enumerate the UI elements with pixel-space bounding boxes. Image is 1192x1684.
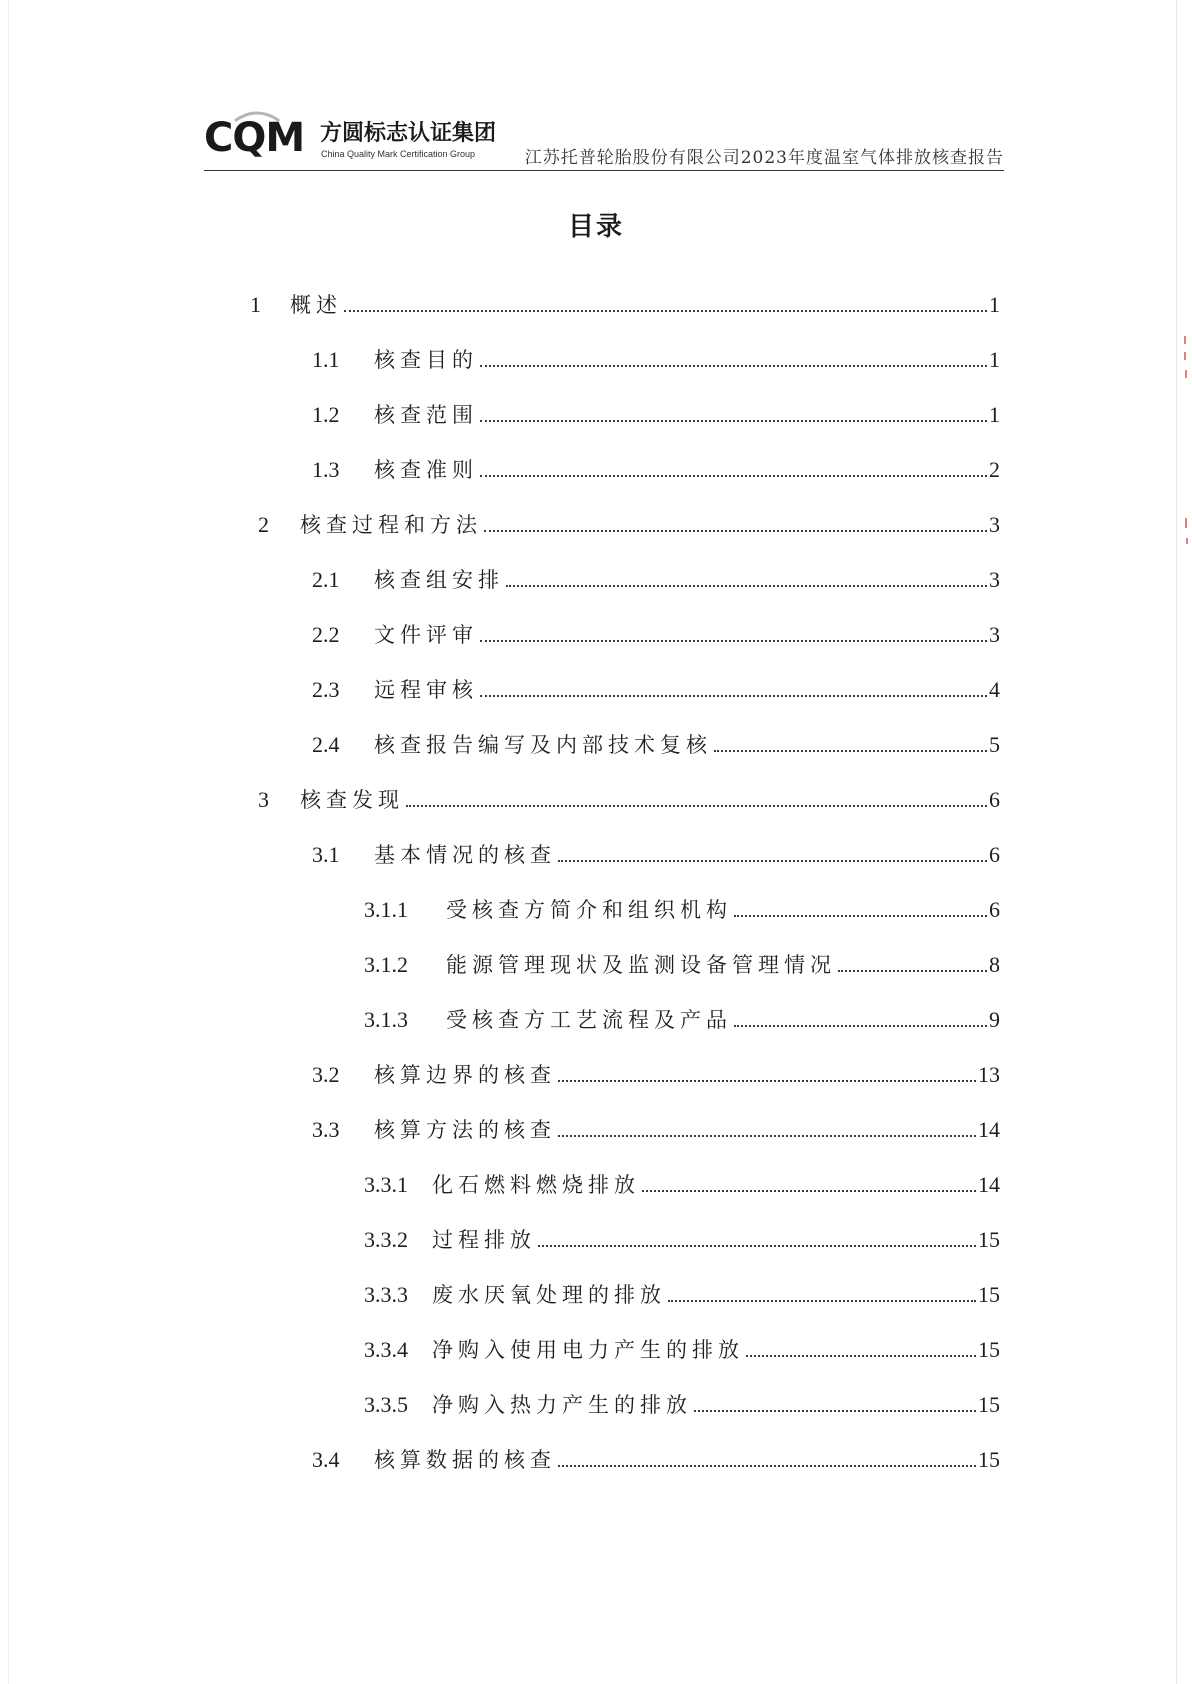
toc-entry[interactable] [312, 1107, 1000, 1141]
toc-entry-title: 废水厌氧处理的排放 [432, 1283, 666, 1307]
toc-entry-number: 1.2 [312, 402, 340, 427]
toc-entry[interactable] [312, 337, 1000, 371]
toc-entry[interactable] [364, 1217, 1000, 1251]
toc-entry[interactable] [364, 887, 1000, 921]
toc-entry-number: 1.3 [312, 457, 340, 482]
toc-entry-page: 4 [989, 677, 1000, 702]
toc-entry[interactable] [312, 612, 1000, 646]
toc-entry-title: 化石燃料燃烧排放 [432, 1173, 640, 1197]
toc-entry-number: 1.1 [312, 347, 340, 372]
toc-entry-title: 核查准则 [374, 458, 478, 482]
toc-entry-title: 受核查方简介和组织机构 [446, 898, 732, 922]
toc-entry[interactable] [258, 777, 1000, 811]
toc-entry-leader [558, 1135, 976, 1137]
toc-entry-leader [480, 640, 987, 642]
toc-entry-number: 2.4 [312, 732, 340, 757]
toc-entry[interactable] [258, 502, 1000, 536]
org-name-cn: 方圆标志认证集团 [320, 121, 497, 146]
toc-entry-page: 1 [989, 402, 1000, 427]
toc-entry-page: 3 [989, 512, 1000, 537]
toc-entry-leader [406, 805, 987, 807]
toc-entry-page: 9 [989, 1007, 1000, 1032]
toc-entry-leader [480, 365, 987, 367]
scan-artifact [1185, 518, 1187, 528]
toc-entry-page: 14 [978, 1117, 1000, 1142]
toc-entry-leader [344, 310, 987, 312]
scan-edge-right [1176, 0, 1177, 1684]
scan-edge-left [8, 0, 9, 1684]
toc-entry-title: 核查范围 [374, 403, 478, 427]
scan-artifact [1185, 370, 1187, 378]
toc-entry[interactable] [364, 1382, 1000, 1416]
toc-entry-leader [480, 695, 987, 697]
toc-entry-page: 3 [989, 622, 1000, 647]
toc-entry[interactable] [312, 832, 1000, 866]
scan-artifact [1186, 538, 1188, 544]
toc-entry-leader [538, 1245, 976, 1247]
toc-entry[interactable] [312, 1052, 1000, 1086]
toc-entry-number: 3.3.3 [364, 1282, 408, 1307]
toc-entry-title: 核查过程和方法 [300, 513, 482, 537]
toc-heading: 目录 [567, 212, 624, 242]
toc-entry-title: 净购入使用电力产生的排放 [432, 1338, 744, 1362]
toc-entry-page: 3 [989, 567, 1000, 592]
toc-entry[interactable] [312, 1437, 1000, 1471]
toc-entry[interactable] [364, 942, 1000, 976]
toc-entry[interactable] [312, 392, 1000, 426]
toc-entry-title: 文件评审 [374, 623, 478, 647]
toc-entry-leader [694, 1410, 976, 1412]
toc-entry-title: 核查报告编写及内部技术复核 [374, 733, 712, 757]
toc-entry[interactable] [312, 557, 1000, 591]
toc-entry-number: 3.3.5 [364, 1392, 408, 1417]
toc-entry-number: 3.3.2 [364, 1227, 408, 1252]
toc-entry-page: 6 [989, 787, 1000, 812]
toc-entry-title: 能源管理现状及监测设备管理情况 [446, 953, 836, 977]
toc-entry-number: 3.3 [312, 1117, 340, 1142]
toc-entry-leader [642, 1190, 976, 1192]
toc-entry-number: 3.3.1 [364, 1172, 408, 1197]
report-title: 江苏托普轮胎股份有限公司2023年度温室气体排放核查报告 [524, 148, 1004, 168]
toc-entry-leader [506, 585, 987, 587]
toc-entry[interactable] [312, 722, 1000, 756]
toc-entry-title: 核查组安排 [374, 568, 504, 592]
toc-entry-number: 2.2 [312, 622, 340, 647]
toc-entry-leader [734, 1025, 987, 1027]
toc-entry-page: 2 [989, 457, 1000, 482]
toc-entry-leader [480, 420, 987, 422]
toc-entry[interactable] [364, 1327, 1000, 1361]
toc-entry-title: 受核查方工艺流程及产品 [446, 1008, 732, 1032]
toc-entry-title: 核算数据的核查 [374, 1448, 556, 1472]
toc-entry-leader [714, 750, 987, 752]
scan-artifact [1184, 352, 1186, 360]
toc-entry-title: 核算边界的核查 [374, 1063, 556, 1087]
toc-entry-title: 核查目的 [374, 348, 478, 372]
toc-entry-leader [558, 1465, 976, 1467]
toc-entry-page: 6 [989, 842, 1000, 867]
toc-entry-leader [480, 475, 987, 477]
toc-entry-number: 3.1.1 [364, 897, 408, 922]
toc-entry-leader [668, 1300, 976, 1302]
toc-entry-number: 3.4 [312, 1447, 340, 1472]
toc-entry-leader [484, 530, 987, 532]
toc-entry-page: 6 [989, 897, 1000, 922]
toc-entry-title: 概述 [290, 293, 342, 317]
toc-entry-leader [838, 970, 987, 972]
toc-entry-page: 8 [989, 952, 1000, 977]
page-header [204, 108, 1004, 178]
toc-entry-page: 14 [978, 1172, 1000, 1197]
toc-entry-page: 15 [978, 1227, 1000, 1252]
toc-entry-page: 15 [978, 1392, 1000, 1417]
toc-entry-page: 1 [989, 292, 1000, 317]
toc-entry-title: 远程审核 [374, 678, 478, 702]
toc-entry-number: 2.3 [312, 677, 340, 702]
toc-entry-title: 基本情况的核查 [374, 843, 556, 867]
toc-entry-title: 核算方法的核查 [374, 1118, 556, 1142]
toc-entry[interactable] [364, 997, 1000, 1031]
org-name-en: China Quality Mark Certification Group [321, 149, 476, 159]
cqm-logo: CQM [204, 115, 305, 161]
toc-entry-page: 15 [978, 1282, 1000, 1307]
toc-entry-leader [558, 1080, 976, 1082]
toc-entry-leader [558, 860, 987, 862]
toc-entry[interactable] [364, 1272, 1000, 1306]
toc-entry[interactable] [312, 667, 1000, 701]
toc-entry-leader [746, 1355, 976, 1357]
toc-entry-page: 1 [989, 347, 1000, 372]
toc-entry-title: 净购入热力产生的排放 [432, 1393, 692, 1417]
toc-entry-number: 3.1.2 [364, 952, 408, 977]
toc-entry[interactable] [312, 447, 1000, 481]
toc-entry-page: 5 [989, 732, 1000, 757]
toc-entry-number: 3.1 [312, 842, 340, 867]
toc-entry-page: 15 [978, 1337, 1000, 1362]
toc-entry-number: 1 [250, 292, 261, 317]
toc-entry-number: 2.1 [312, 567, 340, 592]
toc-entry-number: 3.2 [312, 1062, 340, 1087]
toc-entry[interactable] [250, 282, 1000, 316]
toc-entry-leader [734, 915, 987, 917]
header-rule [204, 170, 1004, 171]
toc-entry[interactable] [364, 1162, 1000, 1196]
toc-entry-number: 3.1.3 [364, 1007, 408, 1032]
toc-entry-number: 2 [258, 512, 269, 537]
toc-entry-number: 3 [258, 787, 269, 812]
toc-entry-title: 核查发现 [300, 788, 404, 812]
toc-entry-page: 15 [978, 1447, 1000, 1472]
scan-artifact [1184, 336, 1186, 344]
toc-entry-title: 过程排放 [432, 1228, 536, 1252]
toc-entry-number: 3.3.4 [364, 1337, 408, 1362]
toc-entry-page: 13 [978, 1062, 1000, 1087]
